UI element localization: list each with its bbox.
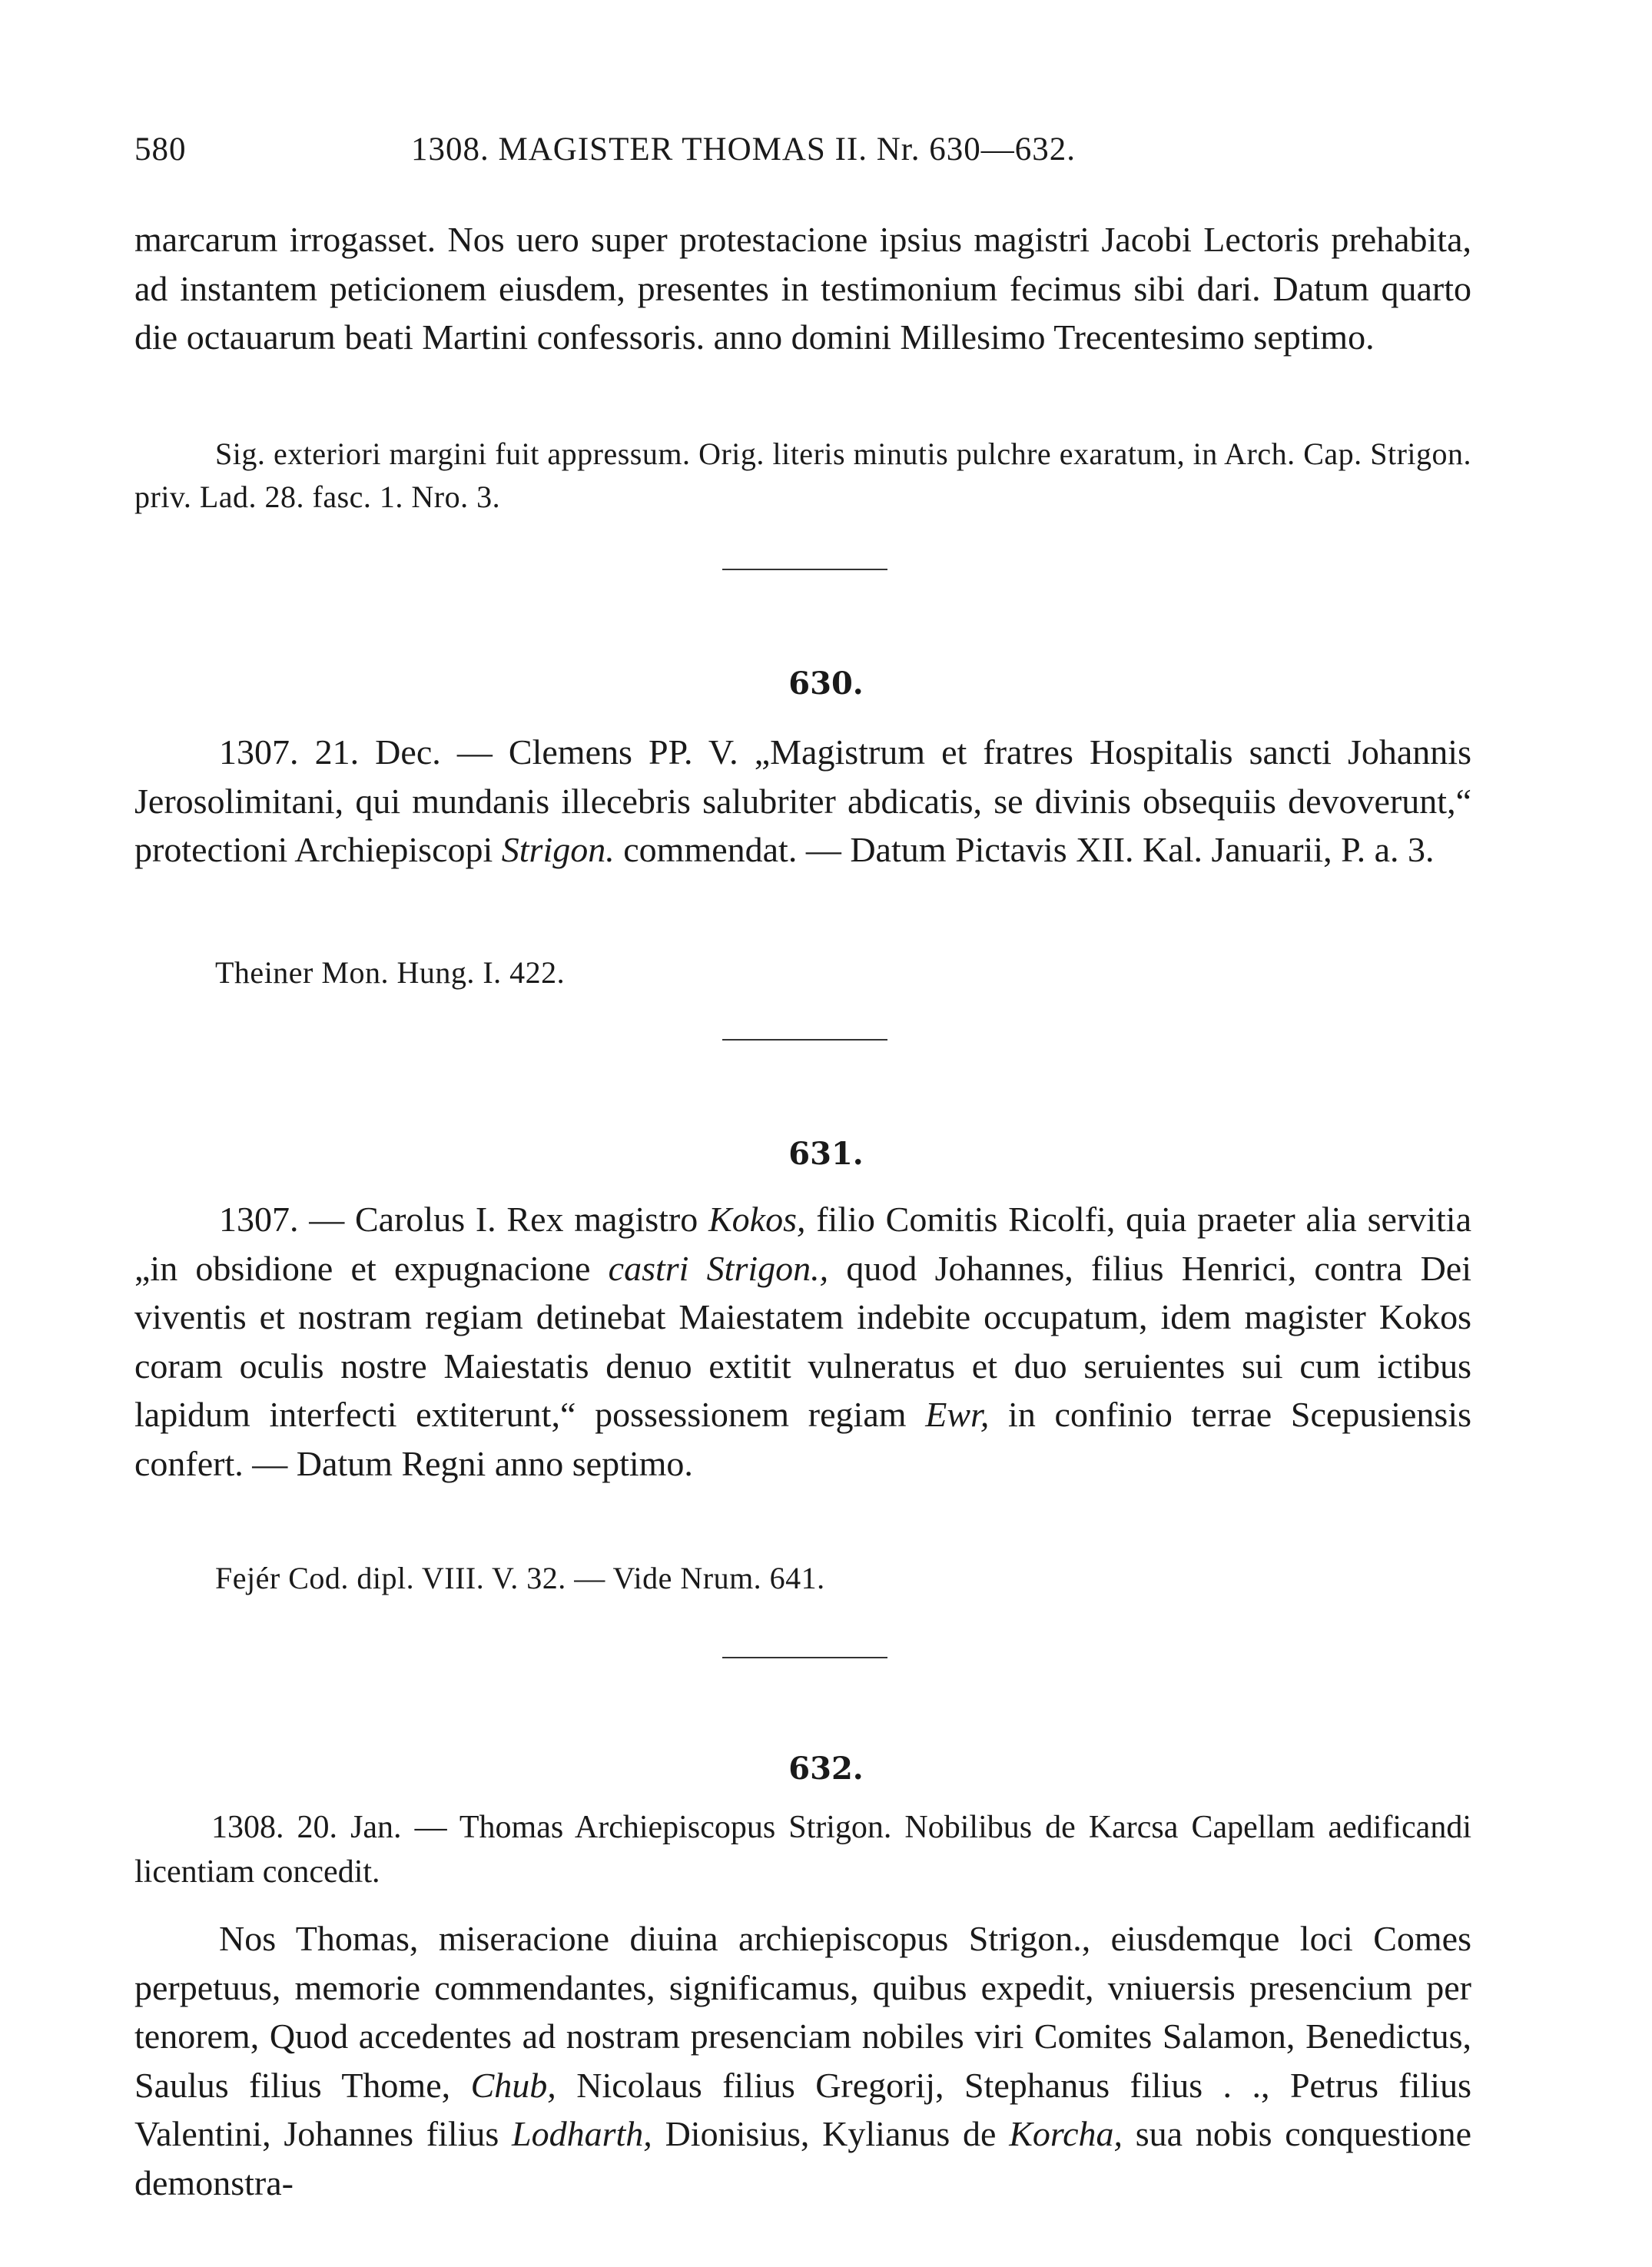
- archival-note: Sig. exteriori margini fuit appressum. Orig. literis minutis pulchre exaratum, in Arch. Cap. Strigon. priv. Lad. 28. fasc. 1. Nro. 3.: [134, 436, 1471, 514]
- continuation-text: marcarum irrogasset. Nos uero super protestacione ipsius magistri Jacobi Lectoris prehabita, ad instantem peticionem eiusdem, presentes in testimonium fecimus sibi dari. Datum quarto die octauarum beati Martini confessoris. anno domini Millesimo Trecentesimo septimo.: [134, 220, 1471, 357]
- entry-630-regest: 1307. 21. Dec. — Clemens PP. V. „Magistrum et fratres Hospitalis sancti Johannis Jerosolimitani, qui mundanis illecebris salubriter abdicatis, se divinis obsequiis devoverunt,“ protectioni Archiepiscopi Strigon. commendat. — Datum Pictavis XII. Kal. Januarii, P. a. 3.: [134, 732, 1471, 869]
- place-name: castri Strigon.,: [608, 1248, 829, 1288]
- place-name: Korcha,: [1009, 2114, 1123, 2153]
- section-divider: [722, 1657, 887, 1658]
- page-number: 580: [134, 131, 187, 168]
- person-name: Kokos,: [708, 1200, 806, 1239]
- section-divider: [722, 569, 887, 570]
- entry-number-632: 632.: [788, 1751, 864, 1787]
- entry-number-630: 630.: [788, 665, 864, 702]
- entry-631-source: Fejér Cod. dipl. VIII. V. 32. — Vide Nrum. 641.: [215, 1561, 825, 1595]
- entry-630-source: Theiner Mon. Hung. I. 422.: [215, 955, 566, 990]
- person-name: Chub,: [470, 2065, 556, 2105]
- running-title: 1308. MAGISTER THOMAS II. Nr. 630—632.: [411, 131, 1076, 168]
- entry-632-charter-text: Nos Thomas, miseracione diuina archiepiscopus Strigon., eiusdemque loci Comes perpetuus, memorie commendantes, significamus, quibus expedit, vniuersis presencium per tenorem, Quod accedentes ad nostram presenciam nobiles viri Comites Salamon, Benedictus, Saulus filius Thome, Chub, Nicolaus filius Gregorij, Stephanus filius . ., Petrus filius Valentini, Johannes filius Lodharth, Dionisius, Kylianus de Korcha, sua nobis conquestione demonstra-: [134, 1919, 1471, 2202]
- entry-632-summary: 1308. 20. Jan. — Thomas Archiepiscopus Strigon. Nobilibus de Karcsa Capellam aedificandi licentiam concedit.: [134, 1810, 1471, 1890]
- section-divider: [722, 1039, 887, 1041]
- place-name: Strigon.: [501, 830, 615, 869]
- entry-631-regest: 1307. — Carolus I. Rex magistro Kokos, filio Comitis Ricolfi, quia praeter alia servitia „in obsidione et expugnacione castri Strigon., quod Johannes, filius Henrici, contra Dei viventis et nostram regiam detinebat Maiestatem indebite occupatum, idem magister Kokos coram oculis nostre Maiestatis denuo extitit vulneratus et duo seruientes sui cum ictibus lapidum interfecti extiterunt,“ possessionem regiam Ewr, in confinio terrae Scepusiensis confert. — Datum Regni anno septimo.: [134, 1200, 1472, 1483]
- person-name: Lodharth,: [512, 2114, 652, 2153]
- entry-number-631: 631.: [788, 1136, 864, 1172]
- place-name: Ewr,: [925, 1395, 990, 1434]
